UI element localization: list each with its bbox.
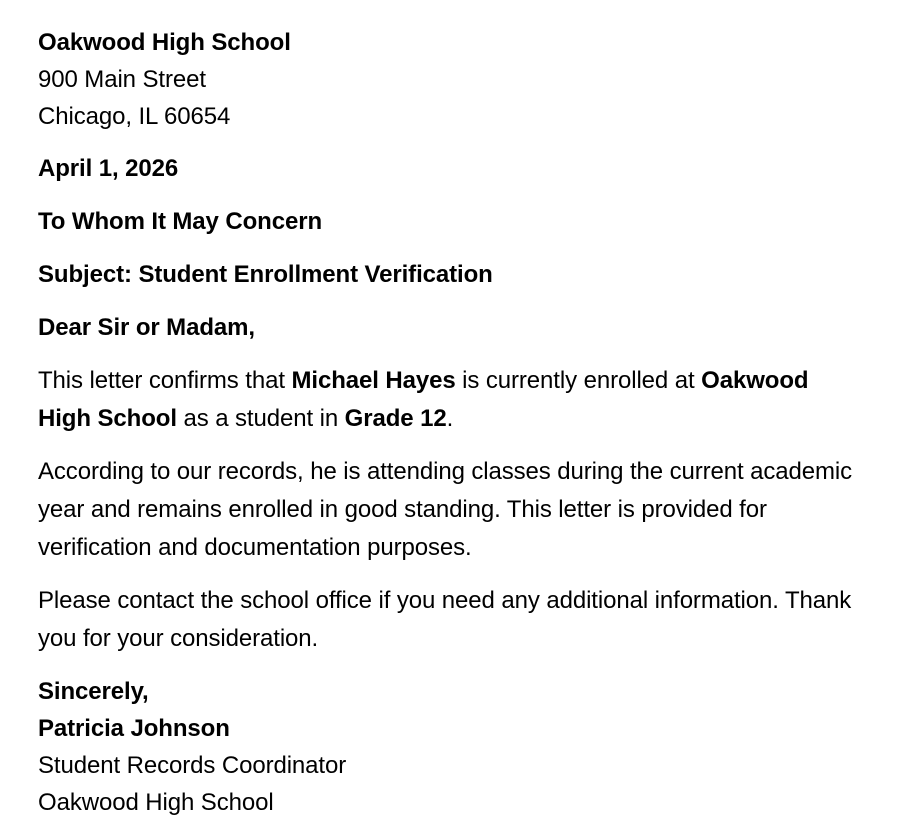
signer-title: Student Records Coordinator: [38, 752, 347, 779]
body-paragraph-1: [38, 362, 866, 438]
sender-address-block: [38, 24, 866, 135]
school-name: Oakwood High School: [38, 367, 809, 432]
student-name: Michael Hayes: [291, 367, 456, 394]
signer-name: Patricia Johnson: [38, 715, 230, 742]
body-paragraph-3: Please contact the school office if you need any additional information. Thank you for your consideration.: [38, 587, 852, 652]
signature-closing: Sincerely,: [38, 678, 149, 705]
subject-line: Subject: Student Enrollment Verification: [38, 261, 493, 288]
sender-city-state-zip: Chicago, IL 60654: [38, 103, 231, 130]
signature-block: [38, 673, 866, 821]
paragraph-1-segment-4: .: [446, 405, 454, 432]
letter-body: [38, 24, 866, 821]
paragraph-1-segment-1: This letter confirms that: [38, 367, 292, 394]
letter-date: April 1, 2026: [38, 155, 179, 182]
sender-organization: Oakwood High School: [38, 29, 291, 56]
recipient-line: To Whom It May Concern: [38, 208, 323, 235]
sender-street: 900 Main Street: [38, 66, 206, 93]
body-paragraph-2: According to our records, he is attending classes during the current academic year and remains enrolled in good standing. This letter is provided for verification and documentation purposes.: [38, 458, 853, 561]
signer-organization: Oakwood High School: [38, 789, 274, 816]
student-grade: Grade 12: [344, 405, 447, 432]
salutation: Dear Sir or Madam,: [38, 314, 255, 341]
paragraph-1-segment-3: as a student in: [176, 405, 345, 432]
paragraph-1-segment-2: is currently enrolled at: [455, 367, 702, 394]
